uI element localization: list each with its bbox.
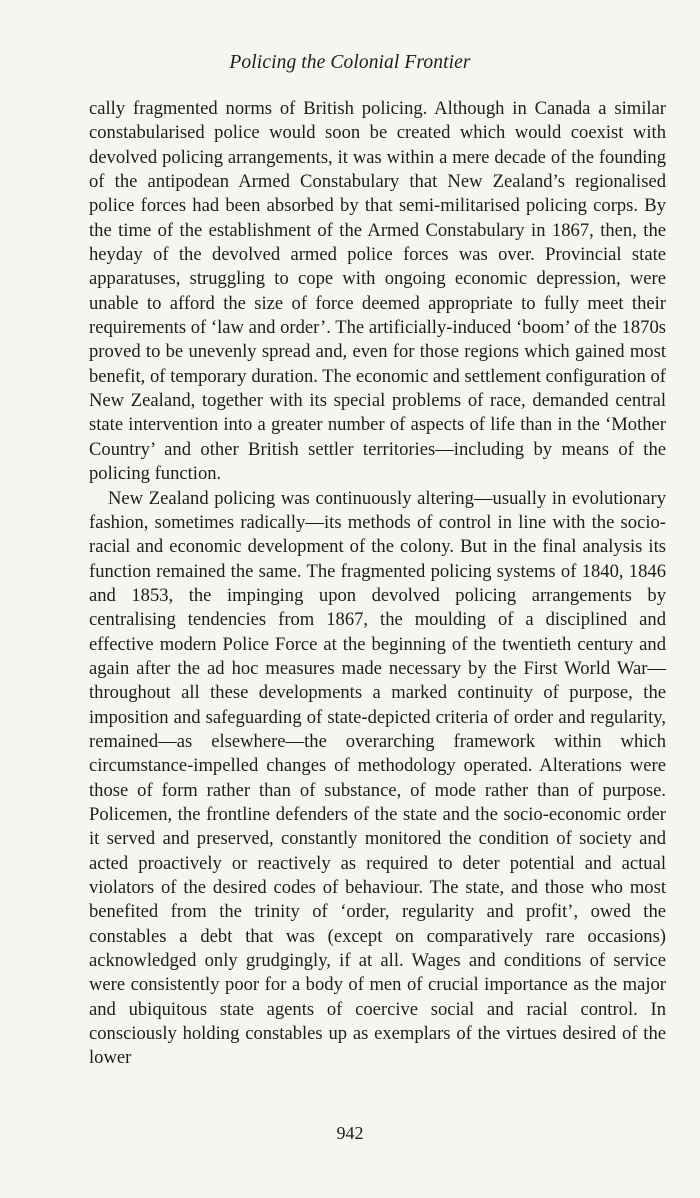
running-head: Policing the Colonial Frontier <box>229 52 471 73</box>
body-text <box>89 97 666 1071</box>
page-number: 942 <box>336 1123 364 1143</box>
paragraph-2: New Zealand policing was continuously altering—usually in evolutionary fashion, sometimes radically—its methods of control in line with the socio-racial and economic development of the colony. But in the final analysis its function remained the same. The fragmented policing systems of 1840, 1846 and 1853, the impinging upon devolved policing arrangements by centralising tendencies from 1867, the moulding of a disciplined and effective modern Police Force at the beginning of the twentieth century and again after the ad hoc measures made necessary by the First World War—throughout all these developments a marked continuity of purpose, the imposition and safeguarding of state-depicted criteria of order and regularity, remained—as elsewhere—the overarching framework within which circumstance-impelled changes of methodology operated. Alterations were those of form rather than of substance, of mode rather than of purpose. Policemen, the frontline defenders of the state and the socio-economic order it served and preserved, constantly monitored the condition of society and acted proactively or reactively as required to deter potential and actual violators of the desired codes of behaviour. The state, and those who most benefited from the trinity of ‘order, regularity and profit’, owed the constables a debt that was (except on comparatively rare occasions) acknowledged only grudgingly, if at all. Wages and conditions of service were consistently poor for a body of men of crucial importance as the major and ubiquitous state agents of coercive social and racial control. In consciously holding constables up as exemplars of the virtues desired of the lower <box>89 487 666 1069</box>
paragraph-1: cally fragmented norms of British policing. Although in Canada a similar constabularised police would soon be created which would coexist with devolved policing arrangements, it was within a mere decade of the founding of the antipodean Armed Constabulary that New Zealand’s regionalised police forces had been absorbed by that semi-militarised policing corps. By the time of the establishment of the Armed Constabulary in 1867, then, the heyday of the devolved armed police forces was over. Provincial state apparatuses, struggling to cope with ongoing economic depression, were unable to afford the size of force deemed appropriate to fully meet their requirements of ‘law and order’. The artificially-induced ‘boom’ of the 1870s proved to be unevenly spread and, even for those regions which gained most benefit, of temporary duration. The economic and settlement configuration of New Zealand, together with its special problems of race, demanded central state intervention into a greater number of aspects of life than in the ‘Mother Country’ and other British settler territories—including by means of the policing function. <box>89 98 666 485</box>
